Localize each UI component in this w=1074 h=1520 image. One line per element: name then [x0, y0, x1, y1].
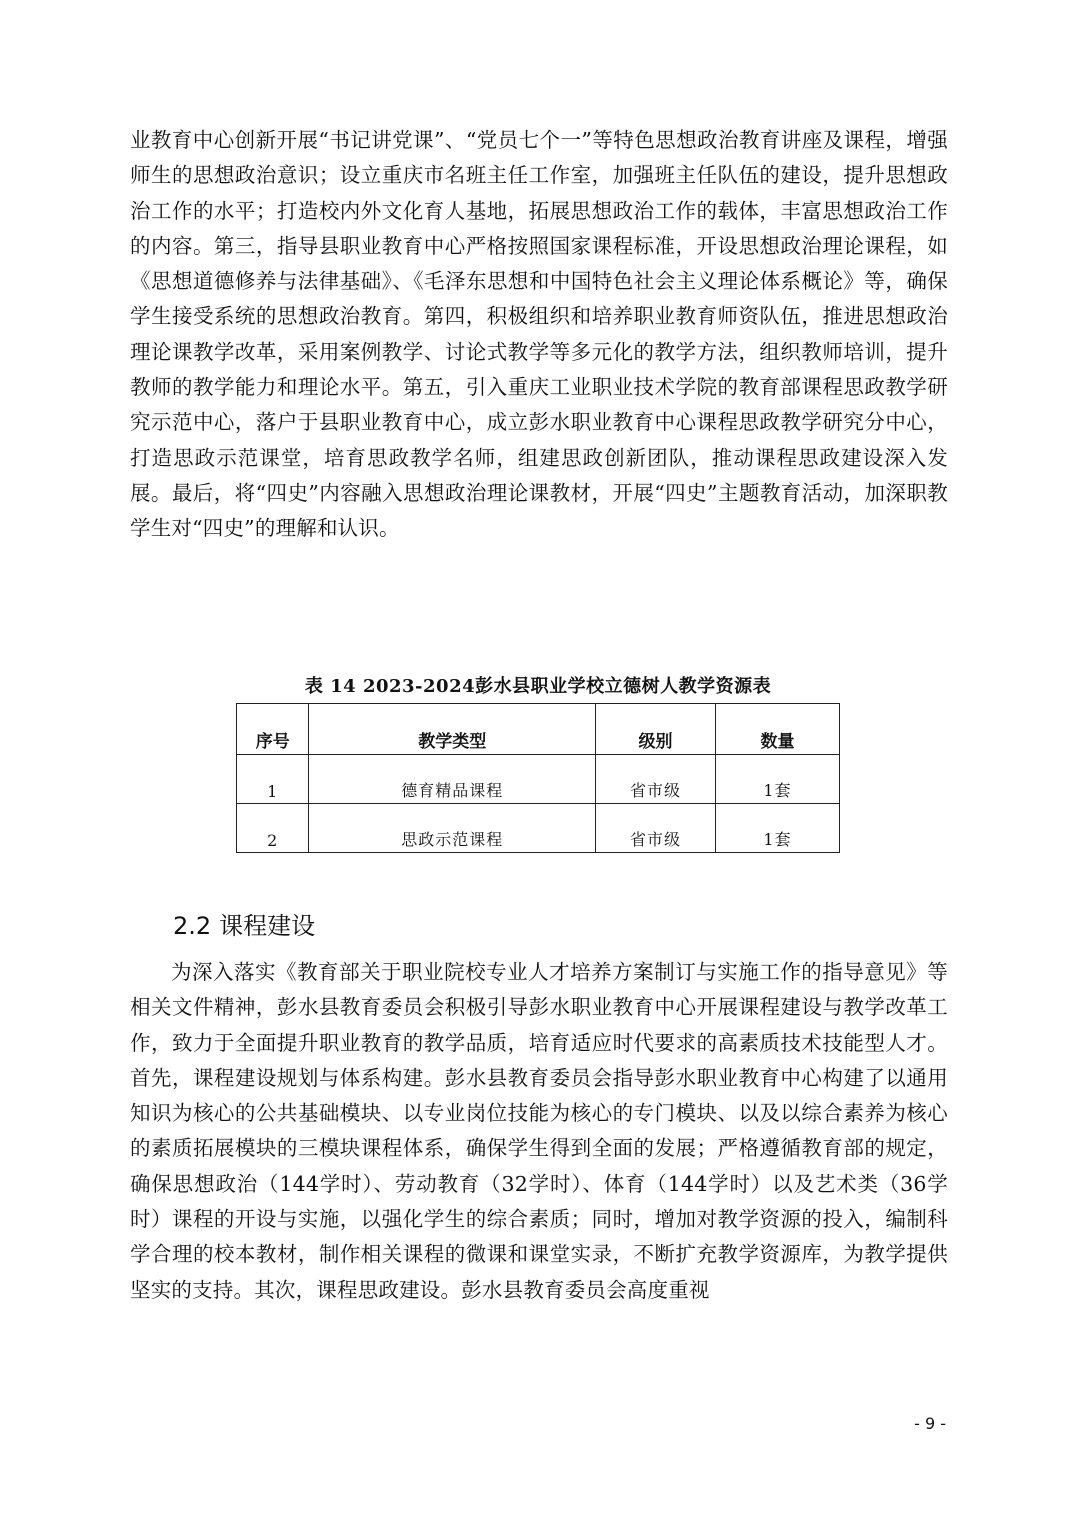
table-row	[237, 755, 840, 804]
header-cell-type: 教学类型	[309, 704, 595, 755]
cell-type: 思政示范课程	[309, 804, 595, 853]
cell-level: 省市级	[595, 755, 715, 804]
section-title: 课程建设	[219, 912, 316, 940]
cell-quantity: 1套	[715, 804, 839, 853]
header-cell-no: 序号	[237, 704, 309, 755]
section-heading	[173, 906, 315, 941]
table-header-row	[237, 704, 840, 755]
table-caption: 表 14 2023-2024彭水县职业学校立德树人教学资源表	[304, 676, 772, 697]
section-number: 2.2	[173, 912, 212, 940]
cell-no: 2	[237, 804, 309, 853]
body-paragraph-2: 为深入落实《教育部关于职业院校专业人才培养方案制订与实施工作的指导意见》等相关文件精神，彭水县教育委员会积极引导彭水职业教育中心开展课程建设与教学改革工作，致力于全面提升职业教育的教学品质，培育适应时代要求的高素质技术技能型人才。首先，课程建设规划与体系构建。彭水县教育委员会指导彭水职业教育中心构建了以通用知识为核心的公共基础模块、以专业岗位技能为核心的专门模块、以及以综合素养为核心的素质拓展模块的三模块课程体系，确保学生得到全面的发展；严格遵循教育部的规定，确保思想政治（144学时）、劳动教育（32学时）、体育（144学时）以及艺术类（36学时）课程的开设与实施，以强化学生的综合素质；同时，增加对教学资源的投入，编制科学合理的校本教材，制作相关课程的微课和课堂实录，不断扩充教学资源库，为教学提供坚实的支持。其次，课程思政建设。彭水县教育委员会高度重视	[130, 960, 948, 1302]
body-paragraph-1: 业教育中心创新开展“书记讲党课”、“党员七个一”等特色思想政治教育讲座及课程，增强师生的思想政治意识；设立重庆市名班主任工作室，加强班主任队伍的建设，提升思想政治工作的水平；打造校内外文化育人基地，拓展思想政治工作的载体，丰富思想政治工作的内容。第三，指导县职业教育中心严格按照国家课程标准，开设思想政治理论课程，如《思想道德修养与法律基础》、《毛泽东思想和中国特色社会主义理论体系概论》等，确保学生接受系统的思想政治教育。第四，积极组织和培养职业教育师资队伍，推进思想政治理论课教学改革，采用案例教学、讨论式教学等多元化的教学方法，组织教师培训，提升教师的教学能力和理论水平。第五，引入重庆工业职业技术学院的教育部课程思政教学研究示范中心，落户于县职业教育中心，成立彭水职业教育中心课程思政教学研究分中心，打造思政示范课堂，培育思政教学名师，组建思政创新团队，推动课程思政建设深入发展。最后，将“四史”内容融入思想政治理论课教材，开展“四史”主题教育活动，加深职教学生对“四史”的理解和认识。	[130, 128, 948, 541]
cell-level: 省市级	[595, 804, 715, 853]
cell-no: 1	[237, 755, 309, 804]
page-number: - 9 -	[914, 1414, 946, 1433]
teaching-resource-table	[236, 703, 840, 853]
table-row	[237, 804, 840, 853]
cell-type: 德育精品课程	[309, 755, 595, 804]
cell-quantity: 1套	[715, 755, 839, 804]
header-cell-level: 级别	[595, 704, 715, 755]
header-cell-quantity: 数量	[715, 704, 839, 755]
